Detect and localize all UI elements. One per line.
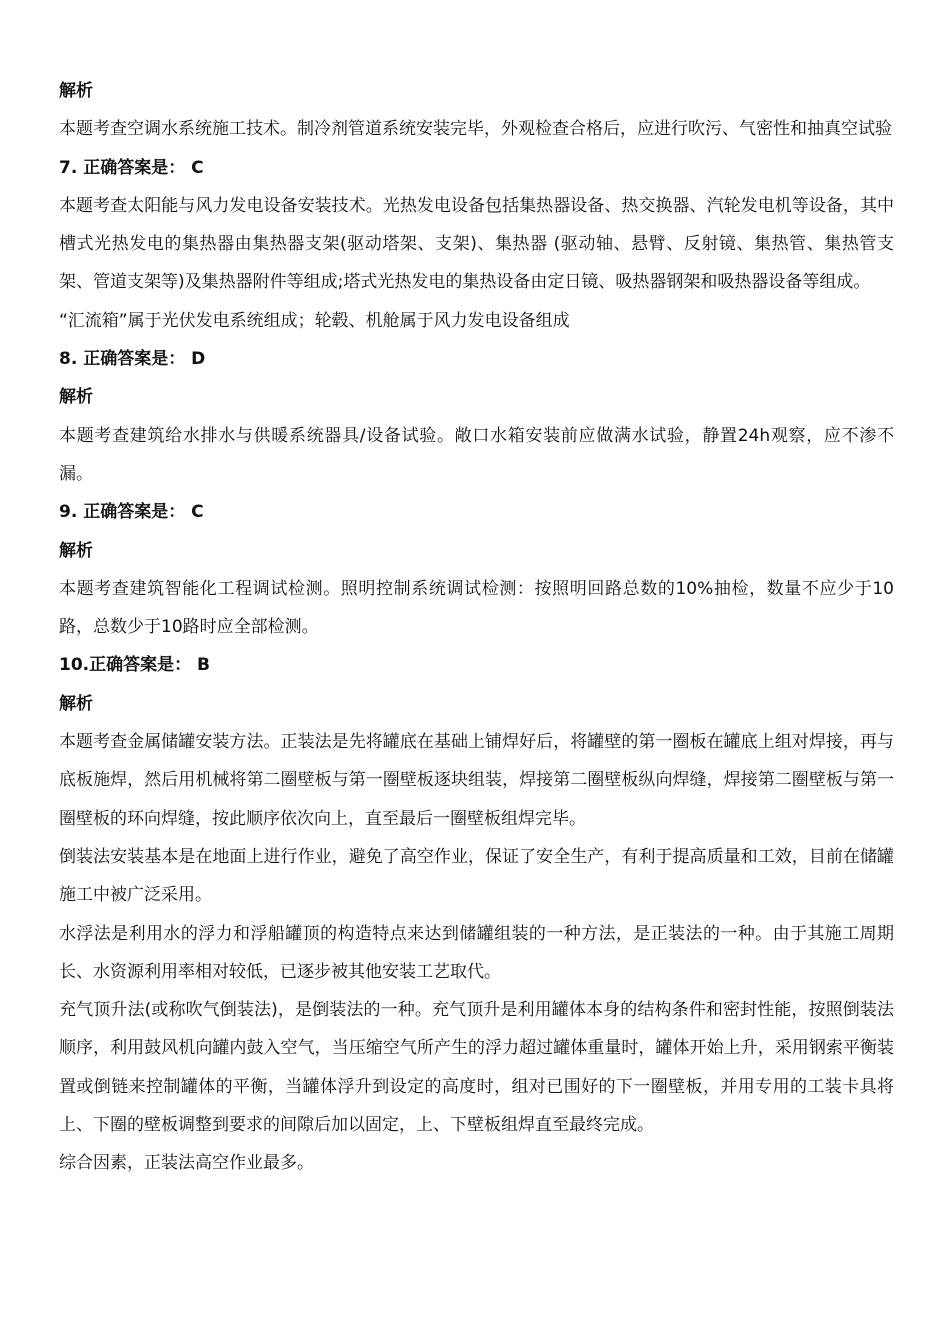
answer-heading-10: 10.正确答案是： B [59,655,210,676]
analysis-heading: 解析 [59,540,93,561]
analysis-paragraph: 倒装法安装基本是在地面上进行作业，避免了高空作业，保证了安全生产，有利于提高质量和工效，目前在储罐施工中被广泛采用。 [59,846,894,906]
analysis-heading: 解析 [59,387,93,408]
analysis-paragraph: 本题考查建筑给水排水与供暖系统器具/设备试验。敞口水箱安装前应做满水试验，静置24h观察，应不渗不漏。 [59,425,894,484]
answer-heading-8: 8. 正确答案是： D [59,349,206,370]
analysis-heading: 解析 [59,81,93,101]
analysis-paragraph: 水浮法是利用水的浮力和浮船罐顶的构造特点来达到储罐组装的一种方法，是正装法的一种。由于其施工周期长、水资源利用率相对较低，已逐步被其他安装工艺取代。 [59,923,894,982]
analysis-paragraph: 充气顶升法(或称吹气倒装法)，是倒装法的一种。充气顶升是利用罐体本身的结构条件和密封性能，按照倒装法顺序，利用鼓风机向罐内鼓入空气，当压缩空气所产生的浮力超过罐体重量时，罐体开始上升，采用钢索平衡装置或倒链来控制罐体的平衡，当罐体浮升到设定的高度时，组对已围好的下一圈壁板，并用专用的工装卡具将上、下圈的壁板调整到要求的间隙后加以固定，上、下壁板组焊直至最终完成。 [59,1000,894,1136]
analysis-paragraph: 本题考查金属储罐安装方法。正装法是先将罐底在基础上铺焊好后，将罐壁的第一圈板在罐底上组对焊接，再与底板施焊，然后用机械将第二圈壁板与第一圈壁板逐块组装，焊接第二圈壁板纵向焊缝，焊接第二圈壁板与第一圈壁板的环向焊缝，按此顺序依次向上，直至最后一圈壁板组焊完毕。 [59,732,894,829]
answer-heading-9: 9. 正确答案是： C [59,502,204,523]
analysis-paragraph: “汇流箱”属于光伏发电系统组成；轮毂、机舱属于风力发电设备组成 [59,310,570,331]
analysis-heading: 解析 [59,693,93,714]
analysis-paragraph: 本题考查空调水系统施工技术。制冷剂管道系统安装完毕，外观检查合格后，应进行吹污、气密性和抽真空试验 [59,119,892,140]
analysis-paragraph: 本题考查太阳能与风力发电设备安装技术。光热发电设备包括集热器设备、热交换器、汽轮发电机等设备，其中槽式光热发电的集热器由集热器支架(驱动塔架、支架)、集热器 (驱动轴、悬臂、反射镜、集热管、集热管支架、管道支架等)及集热器附件等组成;塔式光热发电的集热设备由定日镜、吸热器钢架和吸热器设备等组成。 [59,195,894,293]
answer-heading-7: 7. 正确答案是： C [59,157,204,178]
analysis-paragraph: 本题考查建筑智能化工程调试检测。照明控制系统调试检测：按照明回路总数的10%抽检，数量不应少于10路，总数少于10路时应全部检测。 [59,578,894,638]
analysis-paragraph: 综合因素，正装法高空作业最多。 [59,1153,314,1174]
document-page [59,72,894,1183]
